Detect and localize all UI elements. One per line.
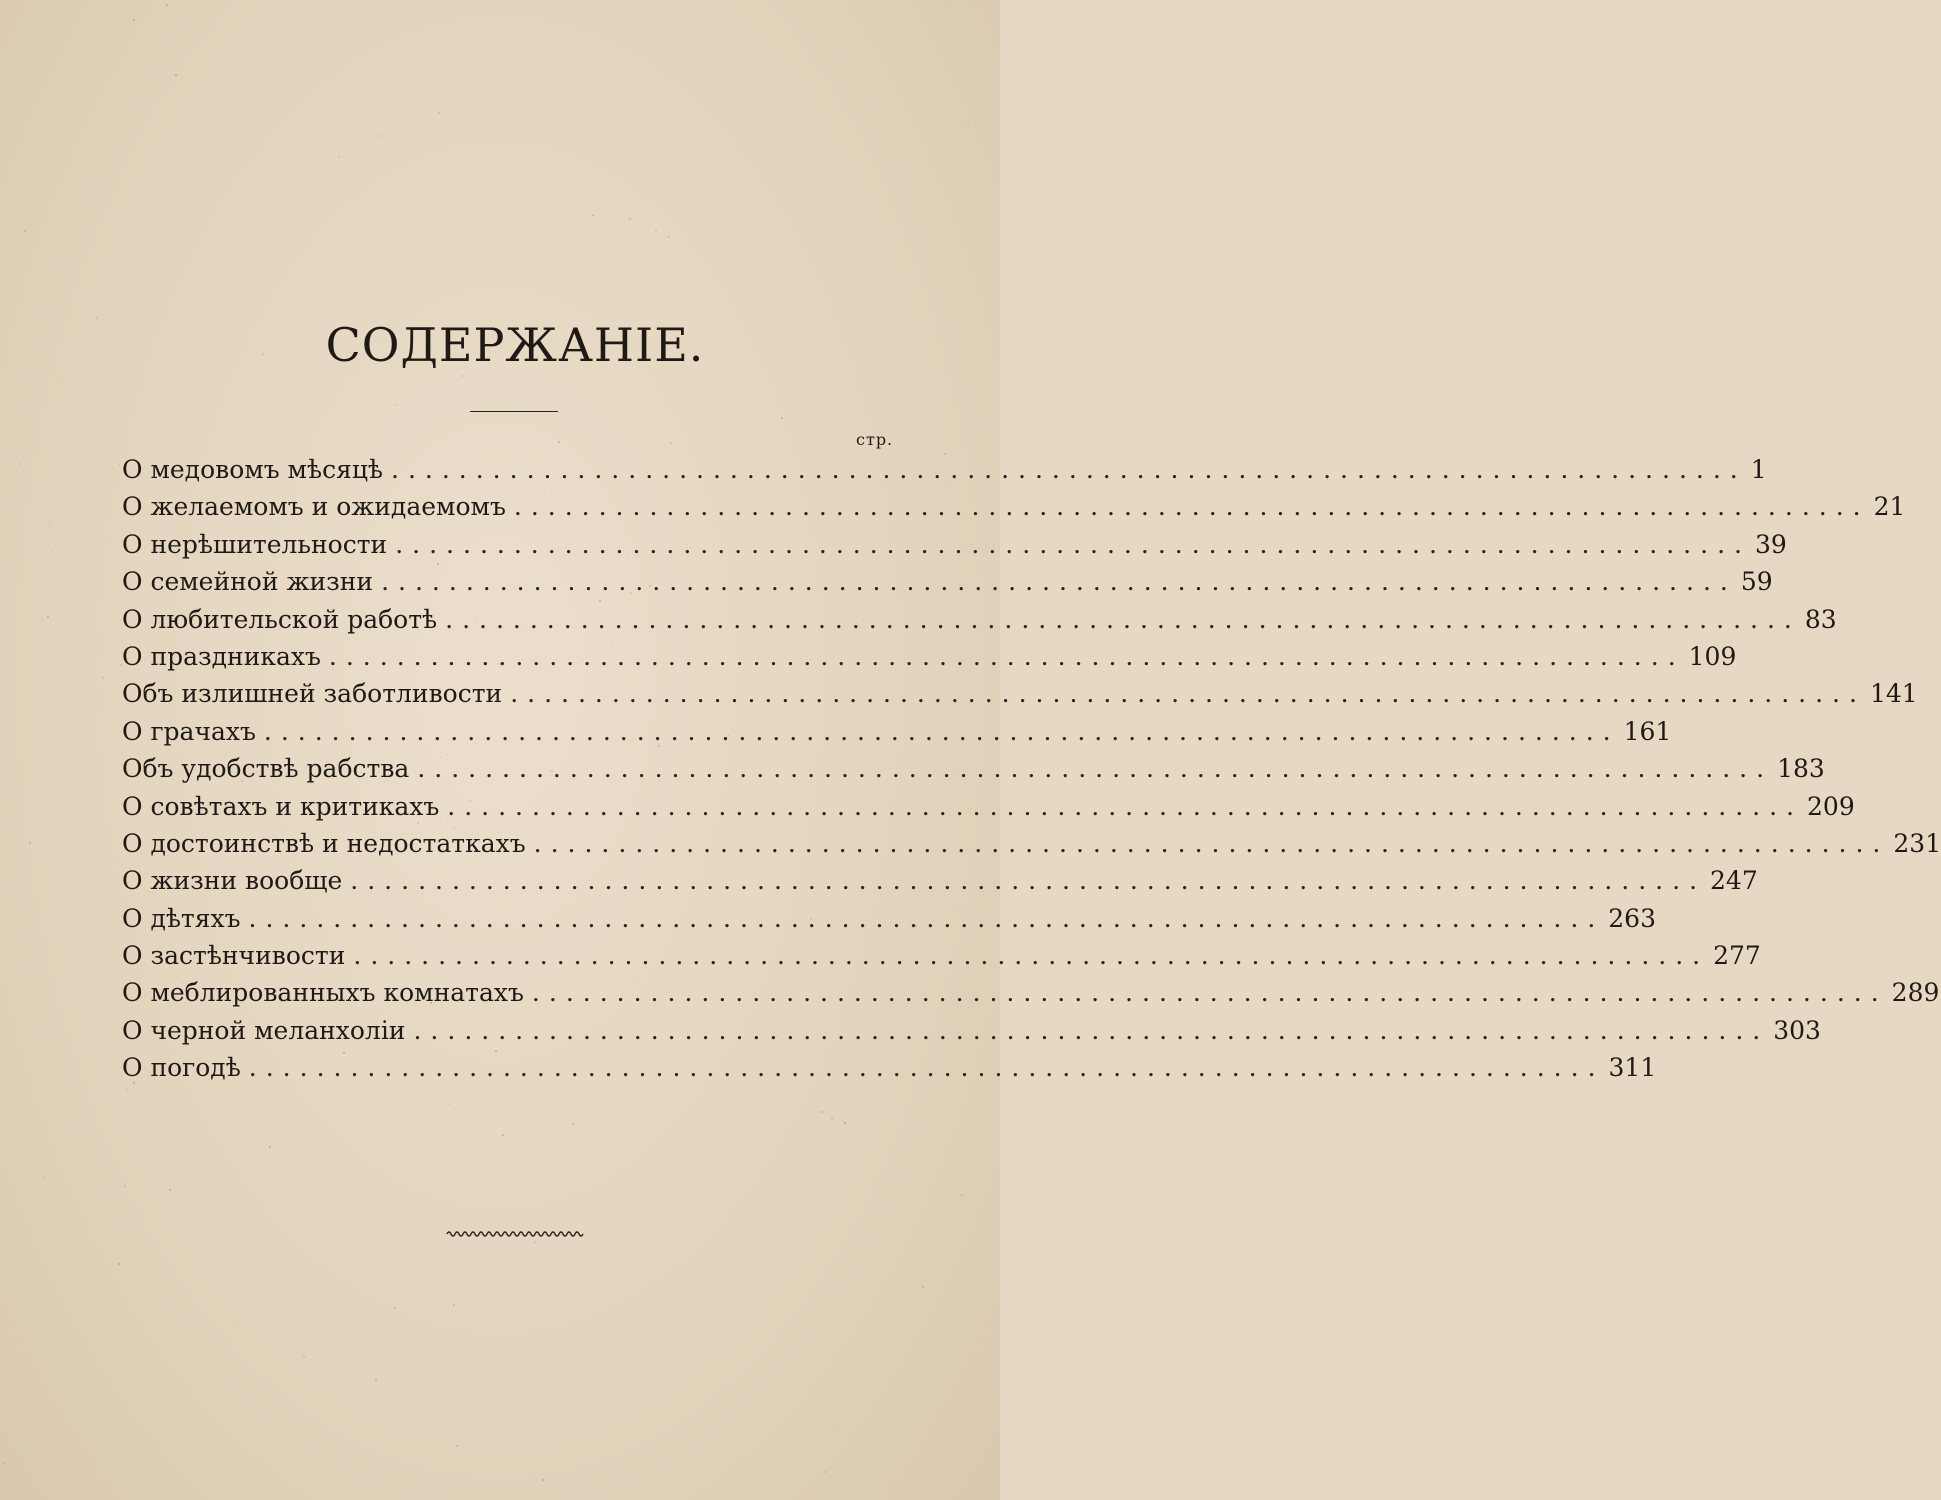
toc-entry — [122, 1012, 1821, 1049]
toc-entry-page: 39 — [1754, 529, 1787, 559]
toc-entry-title: О дѣтяхъ — [122, 903, 241, 933]
toc-dot-leader: ................................................................................ — [381, 567, 1737, 597]
toc-entry-page: 141 — [1869, 679, 1918, 709]
toc-dot-leader: ................................................................................ — [445, 604, 1801, 634]
toc-entry — [122, 862, 1758, 899]
toc-entry-page: 209 — [1807, 791, 1855, 821]
toc-dot-leader: ................................................................................ — [353, 941, 1710, 971]
toc-entry — [122, 713, 1672, 750]
toc-entry — [122, 974, 1940, 1011]
toc-entry-title: О нерѣшительности — [122, 529, 388, 559]
toc-dot-leader: ................................................................................ — [350, 866, 1707, 896]
toc-entry — [122, 675, 1918, 712]
toc-dot-leader: ................................................................................ — [328, 641, 1685, 671]
toc-dot-leader: ................................................................................ — [413, 1015, 1770, 1045]
toc-entry-page: 83 — [1804, 604, 1837, 634]
toc-entry — [122, 937, 1761, 974]
toc-dot-leader: ................................................................................ — [248, 903, 1605, 933]
toc-entry-page: 277 — [1713, 941, 1761, 971]
toc-entry — [122, 601, 1837, 638]
toc-entry-title: О черной меланхоліи — [122, 1015, 406, 1045]
toc-dot-leader: ................................................................................ — [510, 679, 1866, 709]
toc-entry — [122, 638, 1737, 675]
toc-entry-page: 1 — [1750, 455, 1767, 484]
toc-dot-leader: ................................................................................ — [395, 529, 1751, 559]
toc-entry — [122, 563, 1773, 600]
toc-entry-page: 231 — [1893, 828, 1941, 858]
toc-entry-title: О желаемомъ и ожидаемомъ — [122, 492, 506, 522]
toc-dot-leader: ................................................................................ — [391, 455, 1747, 484]
toc-dot-leader: ................................................................................ — [533, 828, 1890, 858]
toc-entry — [122, 750, 1825, 787]
toc-entry-title: О меблированныхъ комнатахъ — [122, 978, 524, 1008]
toc-entry — [122, 825, 1941, 862]
toc-entry-title: О грачахъ — [122, 716, 256, 746]
toc-entry-title: О застѣнчивости — [122, 941, 346, 971]
toc-entry — [122, 900, 1656, 937]
toc-entry-title: Объ излишней заботливости — [122, 679, 503, 709]
toc-entry-title: О семейной жизни — [122, 567, 374, 597]
toc-dot-leader: ................................................................................ — [417, 754, 1774, 784]
toc-entry-page: 247 — [1710, 866, 1758, 896]
toc-dot-leader: ................................................................................ — [531, 978, 1888, 1008]
toc-dot-leader: ................................................................................ — [263, 716, 1620, 746]
toc-dot-leader: ................................................................................ — [447, 791, 1804, 821]
toc-entry-page: 109 — [1688, 641, 1737, 671]
toc-entry-title: О достоинствѣ и недостаткахъ — [122, 828, 526, 858]
toc-entry-page: 311 — [1608, 1053, 1657, 1083]
title-divider — [470, 411, 558, 412]
toc-entry — [122, 488, 1906, 525]
toc-entry-page: 289 — [1891, 978, 1940, 1008]
toc-entry-title: О жизни вообще — [122, 866, 343, 896]
toc-entry-title: О медовомъ мѣсяцѣ — [122, 455, 383, 484]
toc-entry — [122, 451, 1767, 488]
toc-entry-title: О погодѣ — [122, 1053, 241, 1083]
table-of-contents — [122, 451, 1941, 1087]
toc-entry-page: 183 — [1777, 754, 1825, 784]
toc-entry-title: О любительской работѣ — [122, 604, 438, 634]
toc-dot-leader: ................................................................................ — [513, 492, 1870, 522]
wavy-line-ornament — [447, 1228, 581, 1240]
toc-entry — [122, 526, 1787, 563]
toc-entry-page: 161 — [1623, 716, 1672, 746]
toc-entry-page: 303 — [1773, 1015, 1821, 1045]
toc-entry-title: О праздникахъ — [122, 641, 321, 671]
toc-entry-title: Объ удобствѣ рабства — [122, 754, 410, 784]
toc-entry-page: 59 — [1740, 567, 1773, 597]
toc-entry-title: О совѣтахъ и критикахъ — [122, 791, 440, 821]
toc-entry — [122, 788, 1855, 825]
toc-entry-page: 21 — [1873, 492, 1906, 522]
page-column-header: стр. — [856, 430, 894, 449]
toc-entry-page: 263 — [1608, 903, 1656, 933]
page-title: СОДЕРЖАНІЕ. — [325, 318, 705, 372]
toc-entry — [122, 1049, 1657, 1086]
toc-dot-leader: ................................................................................ — [248, 1053, 1605, 1083]
